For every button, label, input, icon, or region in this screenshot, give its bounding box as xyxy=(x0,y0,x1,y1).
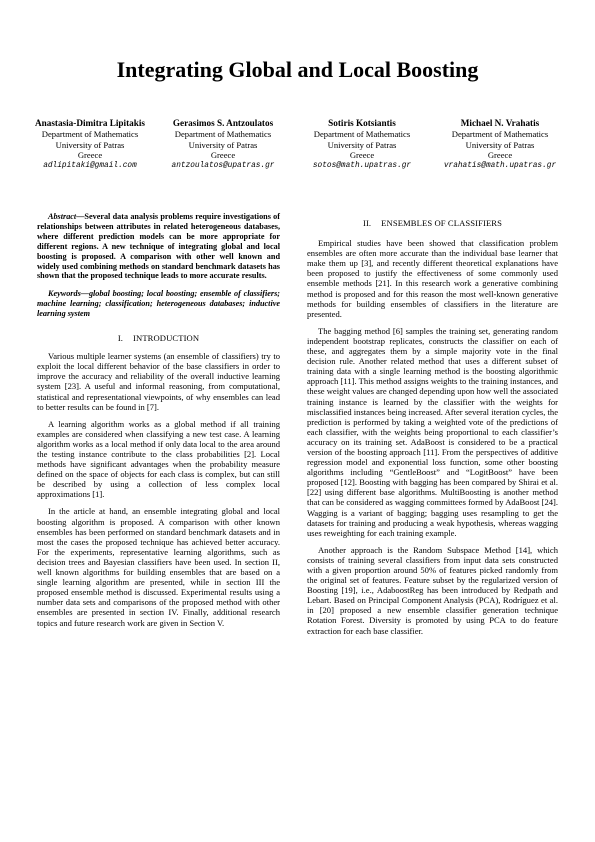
author-email: antzoulatos@upatras.gr xyxy=(171,161,275,170)
author-block xyxy=(26,118,570,196)
body-paragraph: In the article at hand, an ensemble integrating global and local boosting algorithm is proposed. A comparison with other known ensembles has been performed on standard benchmark datasets and in most the cases the proposed technique has achieved better accuracy. For the experiments, representative learning algorithms, such as decision trees and Bayesian classifiers have been used. In section II, well known algorithms for building ensembles that are based on a single learning algorithm are presented, while in section III the proposed ensemble method is discussed. Experimental results using a number data sets and comparisons of the proposed method with other ensembles are presented in section IV. Finally, additional research topics and future research work are given in Section V. xyxy=(37,506,280,628)
section-number: I. xyxy=(117,333,124,344)
author-2 xyxy=(159,118,287,171)
author-email: adlipitaki@gmail.com xyxy=(43,161,137,170)
author-country: Greece xyxy=(77,150,103,161)
body-paragraph: Empirical studies have been showed that classification problem ensembles are often more accurate than the individual base learner that make them up [3], and recently different theoretical explanations have been proposed to justify the effectiveness of some commonly used ensemble methods [21]. In this research work a generative combining method is proposed and for this reason the most well-known generative methods for building ensembles of classifiers in the literature are presented. xyxy=(307,238,558,319)
paper-title: Integrating Global and Local Boosting xyxy=(116,57,479,82)
section-title: INTRODUCTION xyxy=(133,333,200,344)
abstract xyxy=(37,212,280,281)
author-department: Department of Mathematics xyxy=(174,129,272,139)
author-department: Department of Mathematics xyxy=(41,129,139,139)
body-paragraph: Various multiple learner systems (an ensemble of classifiers) try to exploit the local different behavior of the base classifiers in order to improve the accuracy and reliability of the overall inductive learning system [23]. A useful and informal reasoning, from computational, statistical and representational viewpoints, of why ensembles can lead to better results can be found in [7]. xyxy=(37,351,280,412)
author-country: Greece xyxy=(349,150,375,161)
author-name: Anastasia-Dimitra Lipitakis xyxy=(34,118,145,128)
section-number: II. xyxy=(362,218,372,228)
keywords-text: global boosting; local boosting; ensemble of classifiers; machine learning; classification; heterogeneous databases; inductive learning system xyxy=(37,289,280,319)
abstract-text: —Several data analysis problems require investigations of relationships between attributes in related heterogeneous databases, where different prediction models can be more appropriate for different regions. A new technique of integrating global and local boosting is proposed. A comparison with other well known and widely used combining methods on standard benchmark datasets has shown that the proposed technique leads to more accurate results. xyxy=(37,212,280,281)
author-3 xyxy=(294,118,430,171)
author-name: Gerasimos S. Antzoulatos xyxy=(172,118,274,128)
section-heading-ensembles xyxy=(307,218,558,228)
section-heading-introduction xyxy=(37,333,280,343)
right-column xyxy=(307,212,558,643)
author-university: University of Patras xyxy=(55,139,125,150)
keywords xyxy=(37,289,280,319)
author-email: sotos@math.upatras.gr xyxy=(312,161,412,170)
author-university: University of Patras xyxy=(465,139,535,150)
body-paragraph: Another approach is the Random Subspace Method [14], which consists of training several classifiers from input data sets constructed with a given proportion around 50% of features picked randomly from the original set of features. Feature subset by the regularized version of Boosting [19], i.e., AdaboostReg has been introduced by Redpath and Lebart. Based on Principal Component Analysis (PCA), Rodríguez et al. in [20] proposed a new ensemble classifier generation technique Rotation Forest. Diversity is promoted by using PCA to do feature extraction for each base classifier. xyxy=(307,544,558,636)
author-name: Michael N. Vrahatis xyxy=(460,118,540,128)
author-4 xyxy=(430,118,570,171)
left-column xyxy=(37,212,280,635)
body-paragraph: A learning algorithm works as a global method if all training examples are considered when classifying a new test case. A learning algorithm works as a local method if only data local to the area around the testing instance contribute to the class probabilities [2]. Local methods have significant advantages when the probability measure defined on the space of objects for each class is complex, but can still be described by using a collection of less complex local approximations [1]. xyxy=(37,418,280,500)
author-1 xyxy=(26,118,154,171)
keywords-lead: Keywords— xyxy=(48,289,89,299)
author-department: Department of Mathematics xyxy=(313,129,411,139)
author-university: University of Patras xyxy=(327,139,397,150)
author-email: vrahatis@math.upatras.gr xyxy=(443,161,557,170)
body-paragraph: The bagging method [6] samples the training set, generating random independent bootstrap replicates, constructs the classifier on each of these, and aggregates them by a simple majority vote in the final decision rule. Another related method that uses a different subset of training data with a single learning method is the boosting algorithmic approach [11]. This method assigns weights to the training instances, and these weight values are changed depending upon how well the associated training instance is learned by the classifier with the weights for misclassified instances being increased. After several iteration cycles, the prediction is performed by taking a weighted vote of the predictions of each classifier, with the weights being proportional to each classifier’s accuracy on its training set. AdaBoost is considered to be a practical version of the boosting approach [11]. From the perspectives of additive regression model and exponential loss function, some other boosting algorithms including “GentleBoost” and “LogitBoost” have been proposed [12]. Boosting with bagging has been compared by Shirai et al.[22] using different base algorithms. MultiBoosting is another method that can be considered as wagging committees formed by AdaBoost [24]. Wagging is a variant of bagging; bagging uses resampling to get the datasets for training and producing a weak hypothesis, whereas wagging uses reweighting for each training example. xyxy=(307,325,558,538)
author-country: Greece xyxy=(210,150,236,161)
author-name: Sotiris Kotsiantis xyxy=(328,118,396,128)
section-title: ENSEMBLES OF CLASSIFIERS xyxy=(381,218,503,228)
author-university: University of Patras xyxy=(188,139,258,150)
author-country: Greece xyxy=(487,150,513,161)
author-department: Department of Mathematics xyxy=(451,129,549,139)
abstract-lead: Abstract xyxy=(48,212,77,221)
